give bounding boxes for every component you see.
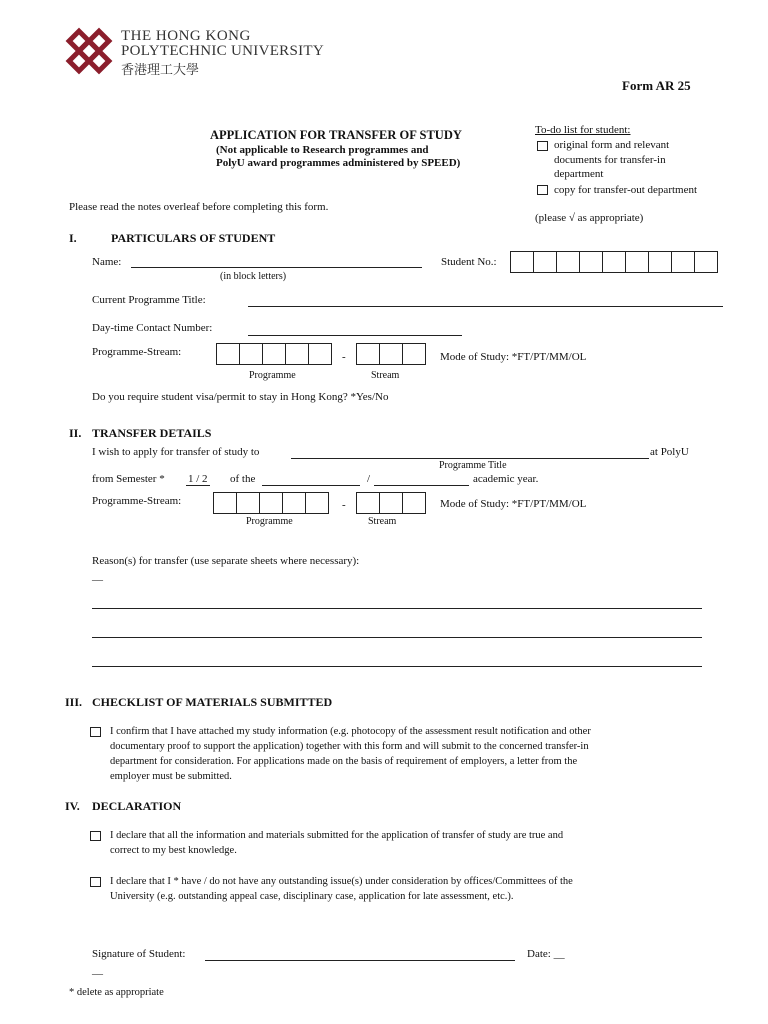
semester-value[interactable]: 1 / 2 — [188, 473, 208, 485]
section3-heading: CHECKLIST OF MATERIALS SUBMITTED — [92, 695, 333, 709]
new-programme-stream-label: Programme-Stream: — [92, 495, 182, 507]
signature-stub: __ — [92, 964, 103, 976]
reasons-line[interactable] — [92, 666, 702, 667]
programme-title-caption: Programme Title — [439, 460, 507, 471]
checklist-statement — [110, 724, 702, 784]
programme-title-field[interactable] — [248, 306, 723, 307]
todo-heading: To-do list for student: — [535, 124, 631, 136]
form-subtitle-line2: PolyU award programmes administered by SPEED) — [216, 157, 461, 169]
semester-prefix: from Semester * — [92, 473, 165, 485]
reasons-line[interactable] — [92, 637, 702, 638]
form-subtitle-line1: (Not applicable to Research programmes and — [216, 144, 429, 156]
new-programme-code-box[interactable] — [236, 492, 260, 514]
stream-code-box[interactable] — [379, 343, 403, 365]
section3-number: III. — [65, 695, 83, 709]
declaration-checkbox-2[interactable] — [90, 877, 101, 887]
reasons-stub: __ — [92, 570, 103, 582]
new-mode-of-study-label: Mode of Study: *FT/PT/MM/OL — [440, 498, 587, 510]
new-stream-caption: Stream — [368, 516, 397, 527]
semester-of-the: of the — [230, 473, 256, 485]
new-programme-code-box[interactable] — [305, 492, 329, 514]
checklist-checkbox[interactable] — [90, 727, 101, 737]
declaration-statement-1 — [110, 828, 702, 858]
programme-code-box[interactable] — [285, 343, 309, 365]
new-stream-code-box[interactable] — [402, 492, 426, 514]
section2-number: II. — [69, 426, 82, 440]
intro-text: Please read the notes overleaf before completing this form. — [69, 201, 329, 213]
name-field[interactable] — [131, 267, 422, 268]
polyu-logo-icon — [64, 26, 114, 76]
new-programme-code-box[interactable] — [259, 492, 283, 514]
declaration2-line: University (e.g. outstanding appeal case, disciplinary case, application for late assessment, etc.). — [110, 891, 514, 902]
stream-caption: Stream — [371, 370, 400, 381]
section1-heading: PARTICULARS OF STUDENT — [111, 231, 276, 245]
university-name-line1: THE HONG KONG — [121, 28, 251, 44]
transfer-wish-prefix: I wish to apply for transfer of study to — [92, 446, 260, 458]
block-letters-hint: (in block letters) — [220, 271, 287, 282]
section4-number: IV. — [65, 799, 80, 813]
new-programme-code-boxes[interactable] — [214, 492, 329, 514]
name-label: Name: — [92, 256, 122, 268]
academic-year-label: academic year. — [473, 473, 539, 485]
checklist-line: department for consideration. For applications made on the basis of requirement of employers, a letter from the — [110, 756, 578, 767]
student-no-digit[interactable] — [694, 251, 718, 273]
todo-note: (please √ as appropriate) — [535, 212, 644, 224]
programme-code-boxes[interactable] — [217, 343, 332, 365]
declaration1-line: I declare that all the information and materials submitted for the application of transfer of study are true and — [110, 830, 564, 841]
reasons-label: Reason(s) for transfer (use separate sheets where necessary): — [92, 555, 360, 567]
new-stream-code-box[interactable] — [356, 492, 380, 514]
reasons-line[interactable] — [92, 608, 702, 609]
form-title: APPLICATION FOR TRANSFER OF STUDY — [210, 128, 462, 142]
section2-heading: TRANSFER DETAILS — [92, 426, 212, 440]
new-stream-code-boxes[interactable] — [357, 492, 426, 514]
programme-code-box[interactable] — [216, 343, 240, 365]
todo-checkbox-2[interactable] — [537, 185, 548, 195]
new-stream-code-box[interactable] — [379, 492, 403, 514]
academic-year-start-field[interactable] — [262, 485, 360, 486]
programme-title-label: Current Programme Title: — [92, 294, 206, 306]
todo-checkbox-1[interactable] — [537, 141, 548, 151]
todo-item1-line1: original form and relevant — [554, 139, 670, 151]
student-no-digit[interactable] — [533, 251, 557, 273]
checklist-line: employer must be submitted. — [110, 771, 232, 782]
form-number: Form AR 25 — [622, 78, 691, 93]
student-no-label: Student No.: — [441, 256, 497, 268]
section4-heading: DECLARATION — [92, 799, 182, 813]
date-label: Date: __ — [527, 948, 565, 960]
programme-code-box[interactable] — [262, 343, 286, 365]
todo-item1-line3: department — [554, 168, 604, 180]
academic-year-end-field[interactable] — [374, 485, 469, 486]
programme-stream-label: Programme-Stream: — [92, 346, 182, 358]
contact-field[interactable] — [248, 335, 462, 336]
contact-label: Day-time Contact Number: — [92, 322, 213, 334]
section1-number: I. — [69, 231, 77, 245]
signature-field[interactable] — [205, 960, 515, 961]
declaration2-line: I declare that I * have / do not have any outstanding issue(s) under consideration by offices/Committees of the — [110, 876, 573, 887]
student-no-boxes[interactable] — [511, 251, 718, 273]
todo-item1-line2: documents for transfer-in — [554, 154, 666, 166]
stream-code-box[interactable] — [402, 343, 426, 365]
todo-item2: copy for transfer-out department — [554, 184, 698, 196]
student-no-digit[interactable] — [602, 251, 626, 273]
mode-of-study-label: Mode of Study: *FT/PT/MM/OL — [440, 351, 587, 363]
declaration-statement-2 — [110, 874, 702, 904]
student-no-digit[interactable] — [625, 251, 649, 273]
transfer-wish-suffix: at PolyU — [650, 446, 689, 458]
student-no-digit[interactable] — [510, 251, 534, 273]
university-name-chinese: 香港理工大學 — [121, 63, 200, 78]
student-no-digit[interactable] — [556, 251, 580, 273]
student-no-digit[interactable] — [671, 251, 695, 273]
visa-question: Do you require student visa/permit to stay in Hong Kong? *Yes/No — [92, 391, 389, 403]
programme-code-box[interactable] — [239, 343, 263, 365]
new-programme-code-box[interactable] — [282, 492, 306, 514]
university-name-line2: POLYTECHNIC UNIVERSITY — [121, 43, 325, 59]
footnote: * delete as appropriate — [69, 987, 164, 998]
checklist-line: I confirm that I have attached my study information (e.g. photocopy of the assessment result notification and other — [110, 726, 591, 737]
programme-stream-dash: - — [342, 351, 346, 363]
student-no-digit[interactable] — [648, 251, 672, 273]
declaration-checkbox-1[interactable] — [90, 831, 101, 841]
programme-code-box[interactable] — [308, 343, 332, 365]
stream-code-box[interactable] — [356, 343, 380, 365]
stream-code-boxes[interactable] — [357, 343, 426, 365]
declaration1-line: correct to my best knowledge. — [110, 845, 237, 856]
student-no-digit[interactable] — [579, 251, 603, 273]
programme-caption: Programme — [249, 370, 296, 381]
signature-label: Signature of Student: — [92, 948, 186, 960]
academic-year-slash: / — [367, 473, 371, 485]
checklist-line: documentary proof to support the application) together with this form and will submit to the concerned transfer-in — [110, 741, 589, 752]
new-programme-code-box[interactable] — [213, 492, 237, 514]
target-programme-field[interactable] — [291, 458, 649, 459]
new-programme-stream-dash: - — [342, 499, 346, 511]
new-programme-caption: Programme — [246, 516, 293, 527]
